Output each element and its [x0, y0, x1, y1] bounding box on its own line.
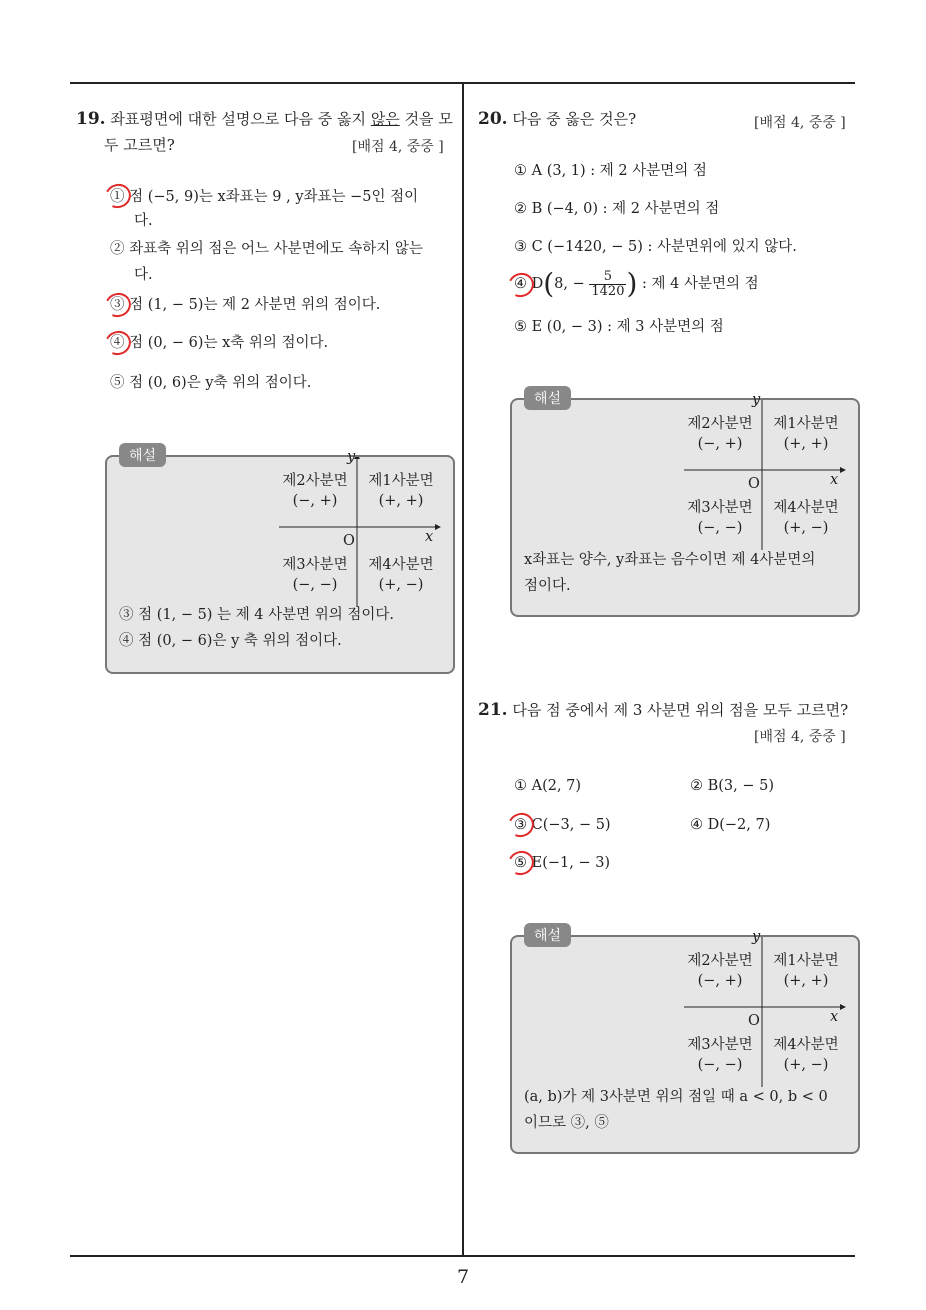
solution-box-20: [510, 391, 860, 617]
option-3[interactable]: [110, 292, 380, 318]
option-5[interactable]: [110, 370, 311, 396]
quadrant-3: 제3사분면 (−, −): [687, 1037, 753, 1073]
quadrant-2: 제2사분면 (−, +): [282, 473, 348, 509]
solution-line-2: ④ 점 (0, − 6)은 y 축 위의 점이다.: [119, 633, 342, 649]
underlined-word: 않은: [370, 110, 400, 128]
option-text: ② 좌표축 위의 점은 어느 사분면에도 속하지 않는: [110, 241, 423, 257]
question-stem-end: 것을 모: [399, 110, 453, 128]
solution-line-1: ③ 점 (1, − 5) 는 제 4 사분면 위의 점이다.: [119, 607, 395, 623]
option-2[interactable]: ② B (−4, 0) : 제 2 사분면의 점: [514, 201, 720, 217]
option-2[interactable]: [110, 236, 423, 262]
points-label: [배점 4, 중중 ]: [352, 139, 444, 155]
x-axis-label: x: [830, 1009, 839, 1025]
question-19: [76, 106, 456, 132]
fraction: $\frac{5}{1420}$: [591, 268, 625, 299]
question-stem: 다음 중 옳은 것은?: [512, 110, 637, 128]
quadrant-4: 제4사분면 (+, −): [368, 557, 434, 593]
option-text: ③ 점 (1, − 5)는 제 2 사분면 위의 점이다.: [110, 297, 381, 313]
option-3[interactable]: ③ C (−1420, − 5) : 사분면위에 있지 않다.: [514, 239, 797, 255]
quadrant-2: 제2사분면 (−, +): [687, 953, 753, 989]
y-axis-label: y: [347, 449, 356, 465]
option-1-cont: 다.: [134, 213, 153, 229]
y-axis-label: y: [752, 929, 761, 945]
question-stem: 좌표평면에 대한 설명으로 다음 중 옳지: [110, 110, 371, 128]
solution-line-1: x좌표는 양수, y좌표는 음수이면 제 4사분면의: [524, 552, 816, 568]
question-number: 21.: [478, 700, 508, 720]
option-4[interactable]: ④ D(−2, 7): [690, 817, 771, 833]
question-stem: 다음 점 중에서 제 3 사분면 위의 점을 모두 고르면?: [512, 701, 849, 719]
solution-tag: 해설: [524, 923, 571, 947]
question-21: [478, 697, 848, 723]
origin-label: O: [748, 1013, 760, 1029]
solution-tag: 해설: [524, 386, 571, 410]
solution-box-21: [510, 928, 860, 1154]
origin-label: O: [748, 476, 760, 492]
y-axis-label: y: [752, 392, 761, 408]
question-number: 20.: [478, 109, 508, 129]
question-20: [478, 106, 636, 132]
column-divider: [462, 84, 464, 1255]
bottom-rule: [70, 1255, 855, 1257]
option-text: : 제 4 사분면의 점: [642, 276, 759, 292]
points-label: [배점 4, 중중 ]: [754, 115, 846, 131]
option-5[interactable]: ⑤ E (0, − 3) : 제 3 사분면의 점: [514, 319, 724, 335]
question-stem-line2: 두 고르면?: [104, 136, 175, 154]
option-2[interactable]: ② B(3, − 5): [690, 778, 775, 794]
quadrant-4: 제4사분면 (+, −): [773, 1037, 839, 1073]
option-text: 8, −: [554, 276, 585, 292]
option-5[interactable]: ⑤ E(−1, − 3): [514, 855, 611, 871]
option-text: ⑤ 점 (0, 6)은 y축 위의 점이다.: [110, 375, 312, 391]
option-1[interactable]: ① A(2, 7): [514, 778, 582, 794]
option-4[interactable]: [110, 330, 328, 356]
x-axis-label: x: [830, 472, 839, 488]
solution-line-2: 이므로 ③, ⑤: [524, 1115, 609, 1131]
points-label: [배점 4, 중중 ]: [754, 729, 846, 745]
option-1[interactable]: [110, 184, 418, 210]
solution-line-1: (a, b)가 제 3사분면 위의 점일 때 a < 0, b < 0: [524, 1089, 828, 1105]
option-4[interactable]: ④ D(8, − $\frac{5}{1420}$ ) : 제 4 사분면의 점: [514, 267, 759, 300]
quadrant-1: 제1사분면 (+, +): [773, 416, 839, 452]
quadrant-1: 제1사분면 (+, +): [773, 953, 839, 989]
origin-label: O: [343, 533, 355, 549]
quadrant-4: 제4사분면 (+, −): [773, 500, 839, 536]
solution-line-2: 점이다.: [524, 578, 571, 594]
option-text: ④ 점 (0, − 6)는 x축 위의 점이다.: [110, 335, 329, 351]
option-text: ④ D: [514, 276, 544, 292]
option-text: ① 점 (−5, 9)는 x좌표는 9 , y좌표는 −5인 점이: [110, 189, 419, 205]
quadrant-2: 제2사분면 (−, +): [687, 416, 753, 452]
question-number: 19.: [76, 109, 106, 129]
quadrant-1: 제1사분면 (+, +): [368, 473, 434, 509]
solution-tag: 해설: [119, 443, 166, 467]
x-axis-label: x: [425, 529, 434, 545]
solution-box-19: [105, 448, 455, 674]
option-2-cont: 다.: [134, 267, 153, 283]
quadrant-3: 제3사분면 (−, −): [282, 557, 348, 593]
option-1[interactable]: ① A (3, 1) : 제 2 사분면의 점: [514, 163, 707, 179]
option-3[interactable]: ③ C(−3, − 5): [514, 817, 611, 833]
quadrant-3: 제3사분면 (−, −): [687, 500, 753, 536]
page-number: 7: [456, 1266, 470, 1288]
